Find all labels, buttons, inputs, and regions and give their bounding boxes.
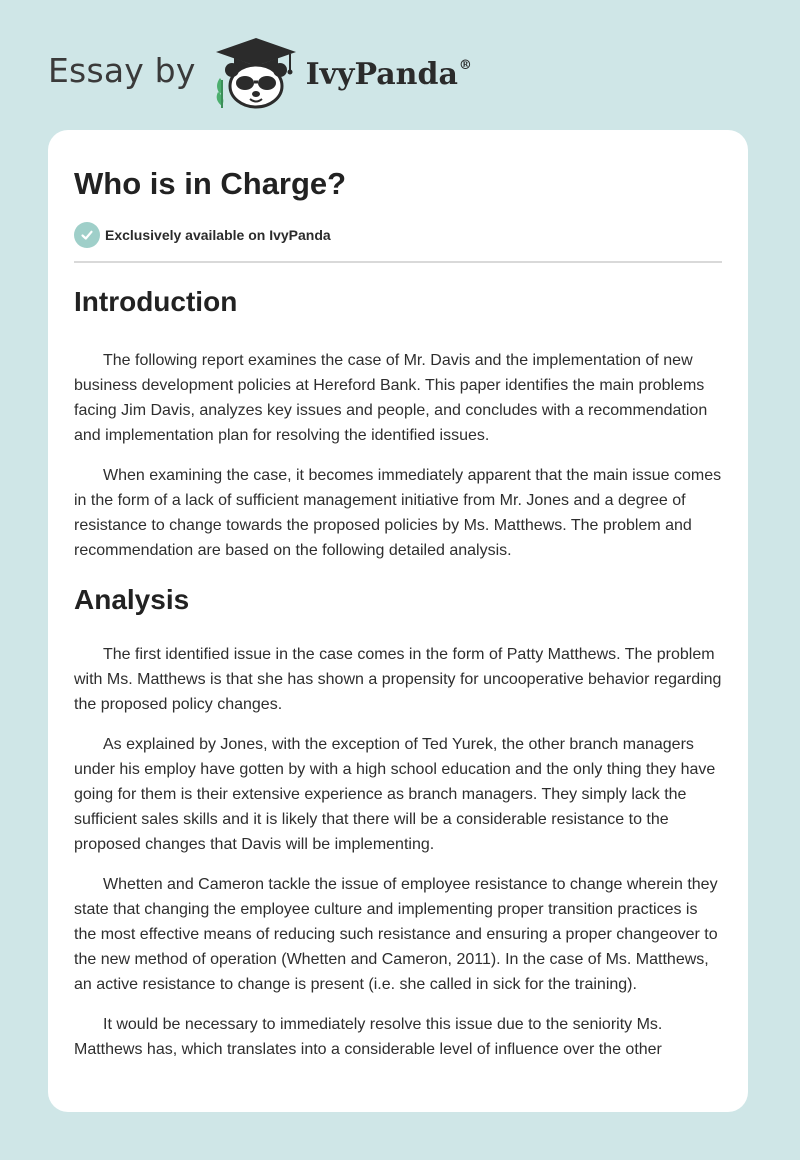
paragraph: The first identified issue in the case comes in the form of Patty Matthews. The problem with Ms. Matthews is that she has shown a propensity for uncooperative behavior regarding the proposed policy changes. bbox=[74, 646, 722, 713]
badge-text: Exclusively available on IvyPanda bbox=[105, 227, 331, 243]
exclusive-badge bbox=[74, 222, 331, 248]
check-icon bbox=[74, 222, 100, 248]
essay-card bbox=[48, 130, 748, 1112]
paragraph: As explained by Jones, with the exception of Ted Yurek, the other branch managers under his employ have gotten by with a high school education and the only thing they have going for them is their extensive experience as branch managers. They simply lack the sufficient sales skills and it is likely that there will be a considerable resistance to the proposed changes that Davis will be implementing. bbox=[74, 736, 716, 853]
section-heading-analysis: Analysis bbox=[74, 584, 190, 615]
paragraph: It would be necessary to immediately resolve this issue due to the seniority Ms. Matthews has, which translates into a considerable level of influence over the other bbox=[74, 1016, 663, 1058]
page-title: Who is in Charge? bbox=[74, 166, 347, 201]
section-heading-introduction: Introduction bbox=[74, 286, 238, 317]
brand-name[interactable]: IvyPanda® bbox=[305, 56, 472, 92]
essay-by-label: Essay by bbox=[48, 50, 196, 90]
paragraph: When examining the case, it becomes immediately apparent that the main issue comes in the form of a lack of sufficient management initiative from Mr. Jones and a degree of resistance to change towards the proposed policies by Ms. Matthews. The problem and recommendation are based on the following detailed analysis. bbox=[74, 467, 722, 559]
site-header bbox=[48, 36, 472, 110]
paragraph: The following report examines the case of Mr. Davis and the implementation of new business development policies at Hereford Bank. This paper identifies the main problems facing Jim Davis, analyzes key issues and people, and concludes with a recommendation and implementation plan for resolving the identified issues. bbox=[74, 352, 708, 444]
panda-logo-icon[interactable] bbox=[210, 36, 302, 110]
registered-mark: ® bbox=[458, 57, 472, 73]
divider bbox=[74, 261, 722, 263]
paragraph: Whetten and Cameron tackle the issue of employee resistance to change wherein they state that changing the employee culture and implementing proper transition practices is the most effective means of reducing such resistance and ensuring a proper changeover to the new method of operation (Whetten and Cameron, 2011). In the case of Ms. Matthews, an active resistance to change is present (i.e. she called in sick for the training). bbox=[74, 876, 718, 993]
essay-body bbox=[74, 280, 724, 1077]
